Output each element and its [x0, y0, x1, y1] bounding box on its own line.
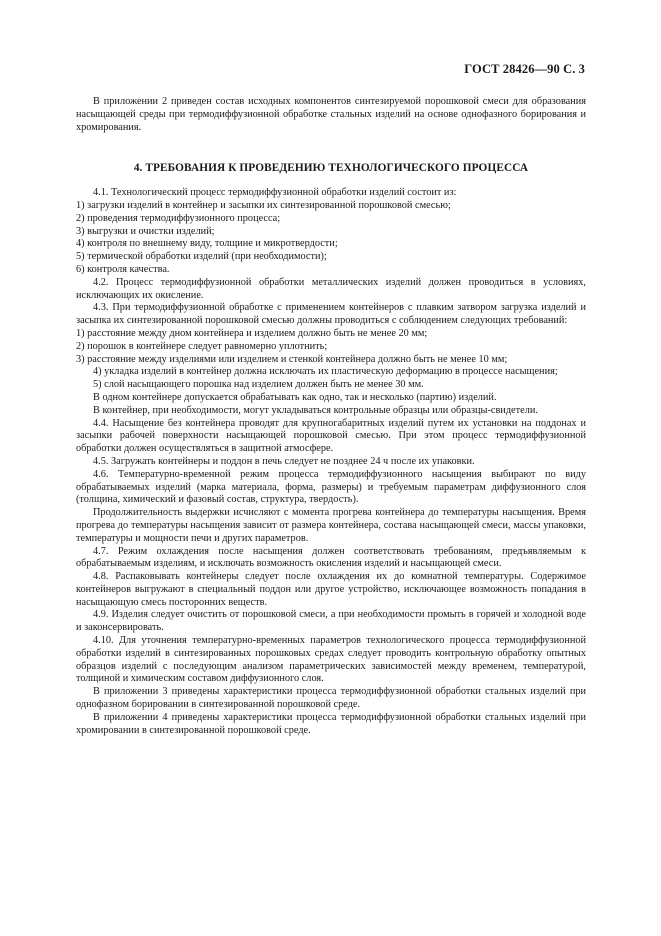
list-item: 5) слой насыщающего порошка над изделием должен быть не менее 30 мм. — [93, 379, 424, 391]
clause-4-8: 4.8. Распаковывать контейнеры следует после охлаждения их до комнатной температуры. Содержимое контейнеров выгружают в специальный поддон или другое устройство, исключающее возможность попадания в насыщающую смесь посторонних веществ. — [76, 571, 586, 608]
list-item: 4) контроля по внешнему виду, толщине и микротвердости; — [76, 238, 338, 250]
clause-4-3: 4.3. При термодиффузионной обработке с применением контейнеров с плавким затвором загрузка изделий и засыпка их синтезированной порошковой смесью должны проводиться с соблюдением следующих требований: — [76, 302, 586, 327]
clause-4-9: 4.9. Изделия следует очистить от порошковой смеси, а при необходимости промыть в горячей и холодной воде и законсервировать. — [76, 609, 586, 634]
list-item: 4) укладка изделий в контейнер должна исключать их пластическую деформацию в процессе насыщения; — [93, 366, 558, 378]
list-item: 1) расстояние между дном контейнера и изделием должно быть не менее 20 мм; — [76, 327, 428, 339]
list-item: 3) выгрузки и очистки изделий; — [76, 225, 215, 237]
list-item: 6) контроля качества. — [76, 263, 170, 275]
clause-4-7: 4.7. Режим охлаждения после насыщения должен соответствовать требованиям, предъявляемым к обрабатываемым изделиям, и исключать возможность окисления изделий и насыщающей смеси. — [76, 545, 586, 570]
clause-4-1: 4.1. Технологический процесс термодиффузионной обработки изделий состоит из: — [93, 187, 457, 199]
appendix-4-reference: В приложении 4 приведены характеристики процесса термодиффузионной обработки стальных изделий при хромировании в синтезированной порошковой среде. — [76, 711, 586, 736]
section-title: 4. ТРЕБОВАНИЯ К ПРОВЕДЕНИЮ ТЕХНОЛОГИЧЕСКОГО ПРОЦЕССА — [133, 162, 529, 175]
list-item: 2) порошок в контейнере следует равномерно уплотнить; — [76, 340, 328, 352]
clause-4-3-note: В одном контейнере допускается обрабатывать как одно, так и несколько (партию) изделий. — [93, 391, 497, 403]
clause-4-3-note: В контейнер, при необходимости, могут укладываться контрольные образцы или образцы-свидетели. — [93, 404, 538, 416]
list-item: 2) проведения термодиффузионного процесса; — [76, 212, 281, 224]
clause-4-6-note: Продолжительность выдержки исчисляют с момента прогрева контейнера до температуры насыщения. Время прогрева до температуры насыщения зависит от размера контейнера, состава насыщающей смеси, массы упаковки, температуры и мощности печи и других параметров. — [76, 507, 586, 544]
clause-4-5: 4.5. Загружать контейнеры и поддон в печь следует не позднее 24 ч после их упаковки. — [93, 455, 475, 467]
appendix-3-reference: В приложении 3 приведены характеристики процесса термодиффузионной обработки стальных изделий при однофазном борировании в синтезированной порошковой среде. — [76, 686, 586, 711]
list-item: 5) термической обработки изделий (при необходимости); — [76, 251, 327, 263]
document-body — [76, 96, 586, 737]
list-item: 1) загрузки изделий в контейнер и засыпки их синтезированной порошковой смесью; — [76, 199, 451, 211]
clause-4-10: 4.10. Для уточнения температурно-временных параметров технологического процесса термодиффузионной обработки изделий в синтезированных порошковых средах следует проводить контрольную обработку опытных образцов изделий с последующим анализом параметрических зависимостей между временем, температурой, толщиной и химическим составом диффузионного слоя. — [76, 635, 586, 685]
clause-4-6: 4.6. Температурно-временной режим процесса термодиффузионного насыщения выбирают по виду обрабатываемых изделий (марка материала, форма, размеры) и требуемым параметрам диффузионного слоя (толщина, химический и фазовый состав, структура, твердость). — [76, 468, 586, 506]
list-item: 3) расстояние между изделиями или изделием и стенкой контейнера должно быть не менее 10 мм; — [76, 353, 508, 365]
clause-4-4: 4.4. Насыщение без контейнера проводят для крупногабаритных изделий путем их установки на поддонах и засыпки рабочей поверхности насыщающей порошковой смесью. При этом процесс термодиффузионной обработки должен осуществляться в защитной атмосфере. — [76, 417, 586, 455]
clause-4-2: 4.2. Процесс термодиффузионной обработки металлических изделий должен проводиться в условиях, исключающих их окисление. — [76, 276, 586, 301]
intro-paragraph: В приложении 2 приведен состав исходных компонентов синтезируемой порошковой смеси для образования насыщающей среды при термодиффузионной обработке стальных изделий на основе однофазного борирования и хромирования. — [76, 96, 586, 133]
page-header: ГОСТ 28426—90 С. 3 — [464, 62, 585, 76]
